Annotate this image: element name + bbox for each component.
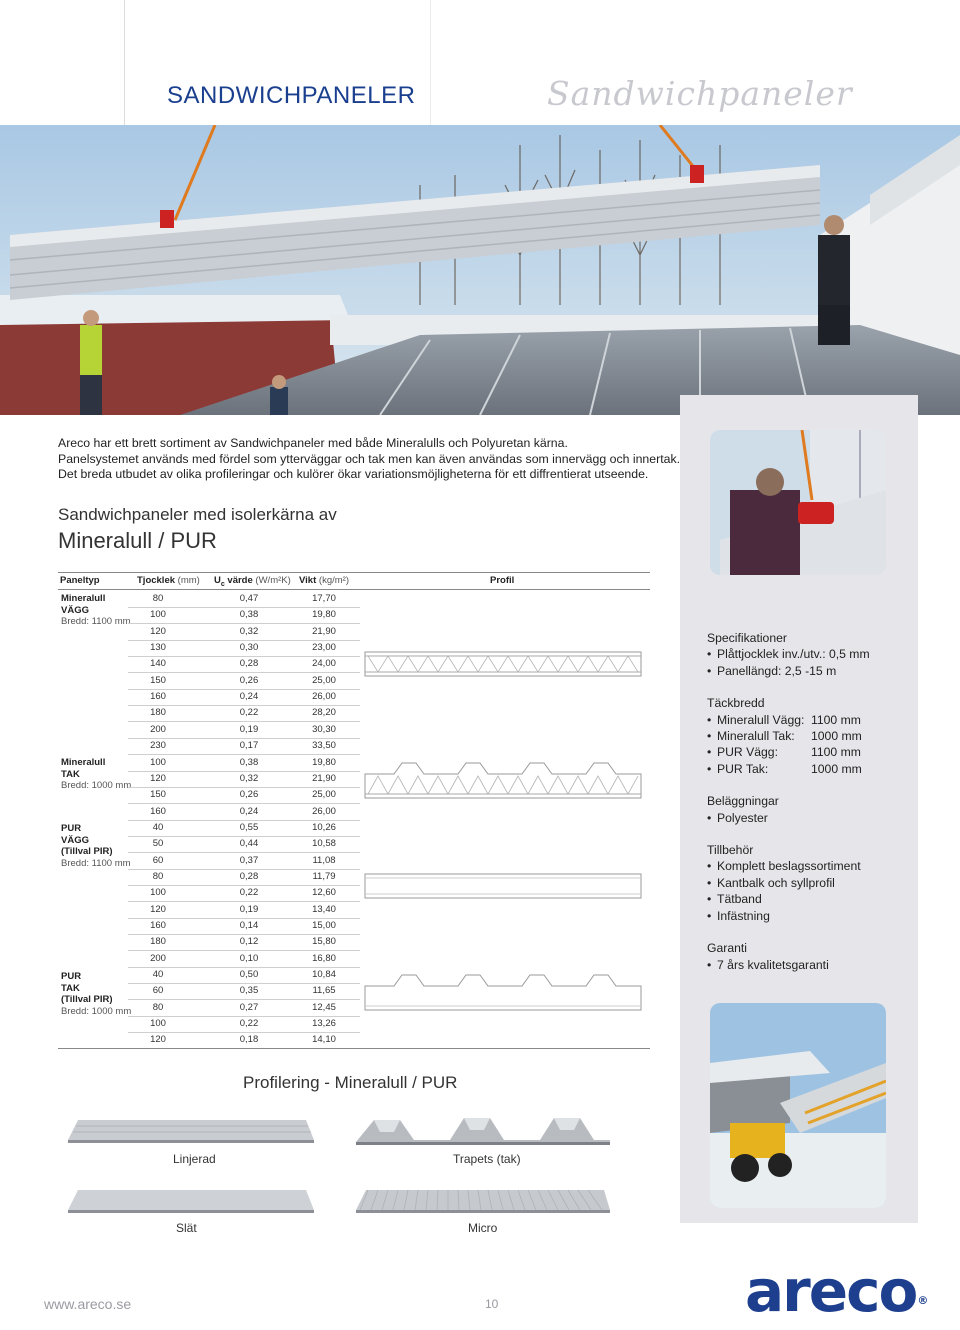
spec-item: • Plåttjocklek inv./utv.: 0,5 mm [707,646,917,662]
cell-tjocklek: 80 [152,870,164,882]
cell-vikt: 10,58 [312,838,336,850]
hero-photo [0,125,960,415]
cell-tjocklek: 80 [152,593,164,604]
cell-vikt: 30,30 [312,723,336,735]
cell-tjocklek: 200 [150,723,166,735]
cell-u-value: 0,28 [239,870,259,882]
cell-u-value: 0,10 [239,952,259,964]
col-profil: Profil [490,575,515,586]
table-row [128,705,360,722]
cell-tjocklek: 80 [152,1001,164,1013]
cell-vikt: 21,90 [312,772,336,784]
cell-vikt: 12,45 [312,1001,336,1013]
spec-heading: Garanti [707,941,747,956]
cell-vikt: 33,50 [312,740,336,752]
cell-u-value: 0,50 [239,969,259,981]
profile-pur-vagg [364,872,644,902]
cell-tjocklek: 180 [150,936,166,948]
cell-u-value: 0,24 [239,805,259,817]
cell-u-value: 0,26 [239,789,259,801]
cell-u-value: 0,30 [239,642,259,654]
cell-vikt: 10,26 [312,821,336,833]
cell-u-value: 0,22 [239,707,259,719]
cell-vikt: 28,20 [312,707,336,719]
profile-mineralull-tak [364,760,644,802]
cell-u-value: 0,14 [239,920,259,931]
table-row [128,738,360,755]
cell-vikt: 19,80 [312,609,336,621]
intro-line: Det breda utbudet av olika profileringar och kulörer ökar variationsmöjligheterna för ett diffrentierat utseende. [58,467,649,481]
cell-u-value: 0,19 [239,903,259,915]
table-row [128,853,360,870]
cell-vikt: 15,00 [312,920,336,931]
header-divider [430,0,431,125]
cell-u-value: 0,12 [239,936,259,948]
profile-micro-label: Micro [468,1221,498,1235]
spec-item: • Infästning [707,908,917,924]
cell-tjocklek: 60 [152,854,164,866]
spec-item: • 7 års kvalitetsgaranti [707,957,917,973]
cell-u-value: 0,27 [239,1001,259,1013]
profile-linjerad-label: Linjerad [173,1152,216,1166]
cell-vikt: 17,70 [312,593,336,604]
col-tjocklek: Tjocklek (mm) [137,575,200,586]
cell-tjocklek: 100 [150,609,166,621]
cell-u-value: 0,24 [239,691,259,703]
page-script-title: Sandwichpaneler [547,74,853,113]
table-row [128,771,360,788]
cell-vikt: 11,65 [312,985,336,997]
cell-tjocklek: 230 [150,740,166,752]
cell-u-value: 0,28 [239,658,259,670]
cell-vikt: 10,84 [312,969,336,981]
page-number: 10 [485,1297,499,1311]
cell-u-value: 0,32 [239,625,259,637]
profile-linjerad-image [66,1118,316,1144]
cell-tjocklek: 40 [152,821,164,833]
cell-u-value: 0,32 [239,772,259,784]
cell-tjocklek: 100 [150,887,166,899]
cell-tjocklek: 120 [150,1034,166,1046]
col-paneltyp: Paneltyp [60,575,100,586]
cell-tjocklek: 40 [152,969,164,981]
cell-tjocklek: 120 [150,772,166,784]
group-label-mineralull-tak: Mineralull TAK Bredd: 1000 mm [61,757,132,791]
page-title: SANDWICHPANELER [167,82,416,109]
cell-vikt: 11,08 [312,854,336,866]
spec-item: • Mineralull Vägg: 1100 mm [707,712,917,728]
spec-heading: Täckbredd [707,696,765,711]
spec-heading: Beläggningar [707,794,779,809]
cell-u-value: 0,35 [239,985,259,997]
intro-line: Areco har ett brett sortiment av Sandwichpaneler med både Mineralulls och Polyuretan kärna. [58,436,568,450]
table-row [128,967,360,984]
profile-slat-image [66,1188,316,1214]
col-vikt: Vikt (kg/m²) [299,575,349,586]
cell-tjocklek: 50 [152,838,164,850]
footer-url[interactable]: www.areco.se [44,1296,132,1312]
cell-u-value: 0,22 [239,887,259,899]
cell-vikt: 15,80 [312,936,336,948]
cell-u-value: 0,38 [239,756,259,768]
cell-u-value: 0,19 [239,723,259,735]
profile-trapets-image [354,1110,612,1146]
spec-item: • Panellängd: 2,5 -15 m [707,663,917,679]
page-header [0,0,960,125]
spec-item: • Kantbalk och syllprofil [707,875,917,891]
table-row [128,673,360,690]
areco-logo: areco ® [745,1257,927,1325]
table-row [128,804,360,821]
profile-slat-label: Slät [176,1221,197,1235]
cell-vikt: 14,10 [312,1034,336,1046]
profile-micro-image [354,1188,612,1214]
cell-tjocklek: 120 [150,903,166,915]
table-row [128,1016,360,1033]
table-row [128,820,360,837]
table-row [128,787,360,804]
cell-tjocklek: 200 [150,952,166,964]
table-row [128,722,360,739]
profile-pur-tak [364,972,644,1014]
table-row [128,934,360,951]
cell-vikt: 24,00 [312,658,336,670]
table-row [128,656,360,673]
table-row [128,755,360,772]
cell-tjocklek: 180 [150,707,166,719]
cell-u-value: 0,47 [239,593,259,604]
spec-heading: Tillbehör [707,843,754,858]
table-row [128,902,360,919]
cell-u-value: 0,26 [239,674,259,686]
spec-item: • PUR Tak: 1000 mm [707,761,917,777]
cell-tjocklek: 160 [150,805,166,817]
specifications [707,630,917,973]
loader-photo [710,1003,886,1208]
cell-u-value: 0,22 [239,1018,259,1030]
cell-tjocklek: 60 [152,985,164,997]
cell-tjocklek: 150 [150,789,166,801]
table-row [128,983,360,1000]
intro-line: Panelsystemet används med fördel som ytterväggar och tak men kan även användas som innervägg och innertak. [58,451,681,466]
section-title: Mineralull / PUR [58,528,217,553]
table-row [128,640,360,657]
cell-vikt: 13,26 [312,1018,336,1030]
spec-item: • Polyester [707,810,917,826]
col-u-value: $U_c$ värde (W/m²K) [214,575,291,588]
section-subtitle: Sandwichpaneler med isolerkärna av [58,505,337,524]
spec-item: • PUR Vägg: 1100 mm [707,744,917,760]
table-row [128,951,360,968]
cell-vikt: 12,60 [312,887,336,899]
table-row [128,918,360,935]
cell-vikt: 11,79 [312,870,336,882]
cell-u-value: 0,18 [239,1034,259,1046]
worker-photo [710,430,886,575]
table-row [128,689,360,706]
cell-vikt: 26,00 [312,805,336,817]
profile-trapets-label: Trapets (tak) [453,1152,521,1166]
spec-heading: Specifikationer [707,631,787,645]
table-row [128,1000,360,1017]
cell-tjocklek: 100 [150,756,166,768]
cell-tjocklek: 150 [150,674,166,686]
cell-vikt: 25,00 [312,789,336,801]
table-row [128,1032,360,1049]
cell-vikt: 16,80 [312,952,336,964]
table-row [128,624,360,641]
cell-u-value: 0,38 [239,609,259,621]
cell-vikt: 13,40 [312,903,336,915]
cell-u-value: 0,55 [239,821,259,833]
group-label-pur-tak: PUR TAK (Tillval PIR) Bredd: 1000 mm [61,971,132,1017]
cell-tjocklek: 140 [150,658,166,670]
cell-tjocklek: 160 [150,691,166,703]
table-row [128,885,360,902]
spec-item: • Tätband [707,891,917,907]
cell-vikt: 19,80 [312,756,336,768]
table-row [128,836,360,853]
cell-u-value: 0,17 [239,740,259,752]
group-label-mineralull-vagg: Mineralull VÄGG Bredd: 1100 mm [61,593,131,627]
cell-vikt: 21,90 [312,625,336,637]
cell-u-value: 0,44 [239,838,259,850]
table-row [128,869,360,886]
cell-u-value: 0,37 [239,854,259,866]
cell-vikt: 25,00 [312,674,336,686]
cell-tjocklek: 120 [150,625,166,637]
table-row [128,607,360,624]
spec-item: • Mineralull Tak: 1000 mm [707,728,917,744]
cell-tjocklek: 100 [150,1018,166,1030]
group-label-pur-vagg: PUR VÄGG (Tillval PIR) Bredd: 1100 mm [61,823,131,869]
table-bottom-rule [58,1048,650,1049]
intro-text [58,436,698,483]
panel-spec-table [58,572,650,1050]
cell-vikt: 23,00 [312,642,336,654]
cell-vikt: 26,00 [312,691,336,703]
profiling-title: Profilering - Mineralull / PUR [243,1073,458,1092]
cell-tjocklek: 160 [150,920,166,931]
table-header [58,572,650,590]
profile-mineralull-vagg [364,650,644,680]
header-divider [124,0,125,125]
spec-item: • Komplett beslagssortiment [707,858,917,874]
table-row [128,591,360,608]
cell-tjocklek: 130 [150,642,166,654]
